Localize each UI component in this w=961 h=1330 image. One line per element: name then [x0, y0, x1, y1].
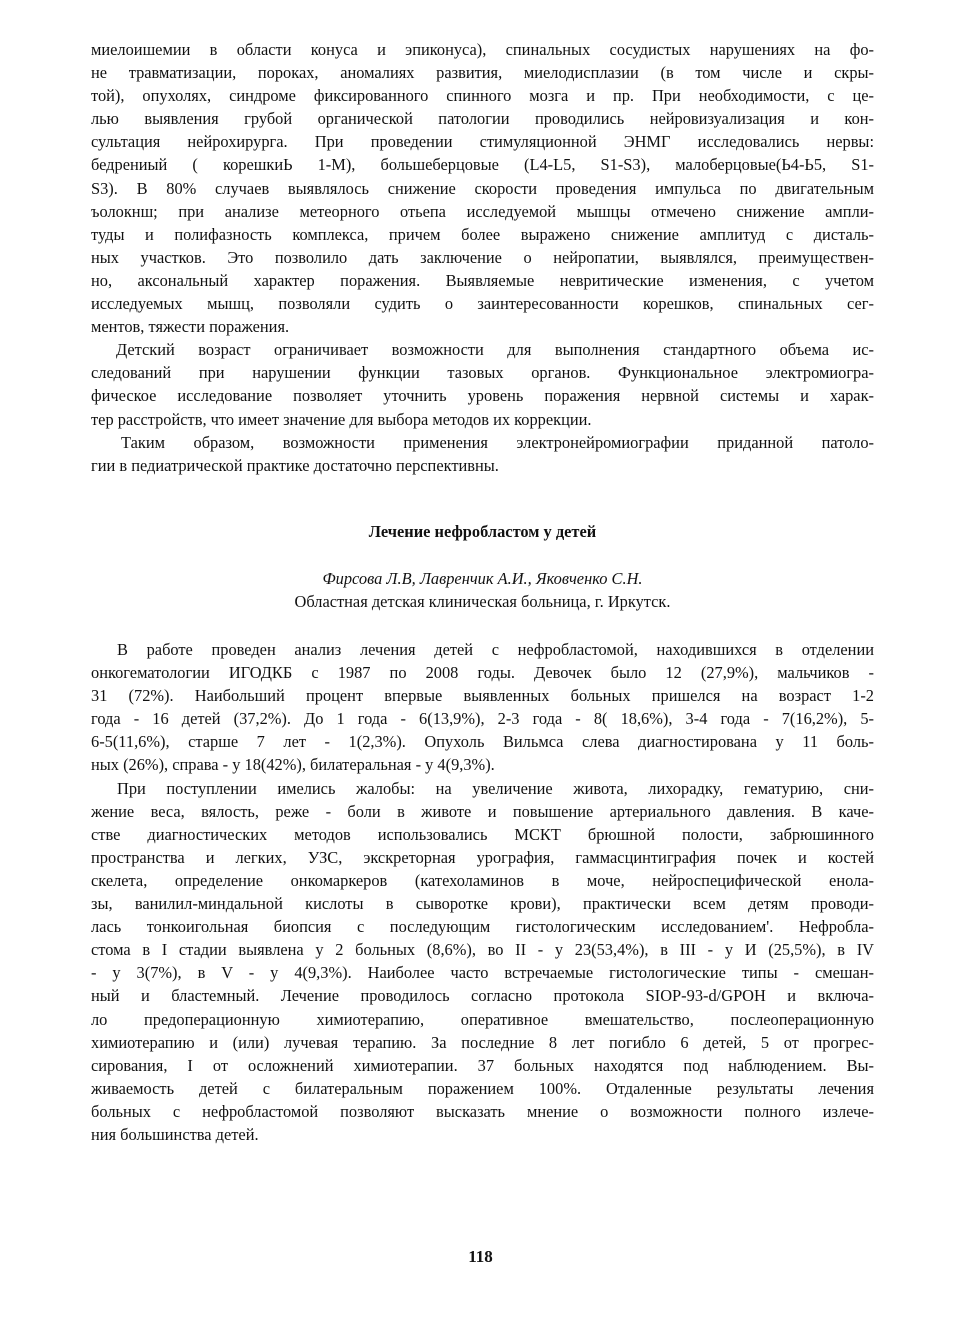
- text-line: ния большинства детей.: [91, 1124, 259, 1144]
- text-line: живаемость детей с билатеральным поражением 100%. Отдаленные результаты лечения: [91, 1078, 874, 1098]
- text-line: Таким образом, возможности применения электронейромиографии приданной патоло-: [121, 432, 874, 452]
- section-1: [91, 38, 874, 477]
- text-line: тер расстройств, что имеет значение для выбора методов их коррекции.: [91, 409, 592, 429]
- text-line: года - 16 детей (37,2%). До 1 года - 6(13,9%), 2-3 года - 8( 18,6%), 3-4 года - 7(16,2%), 5-: [91, 709, 874, 729]
- text-line: В работе проведен анализ лечения детей с нефробластомой, находившихся в отделении: [117, 640, 874, 659]
- text-line: зы, ванилил-миндальной кислоты в сыворотке крови), практически всем детям проводи-: [91, 894, 874, 914]
- text-line: лась тонкоигольная биопсия с последующим гистологическим исследованием'. Нефробла-: [91, 917, 874, 937]
- paragraph-1-cont: [91, 661, 874, 776]
- text-line: ных участков. Это позволило дать заключение о нейропатии, выявлялся, преимуществен-: [91, 247, 874, 267]
- article-title: Лечение нефробластом у детей: [368, 522, 597, 541]
- text-line: стве диагностических методов использовались МСКТ брюшной полости, забрюшинного: [91, 824, 874, 844]
- text-line: больных с нефробластомой позволяют высказать мнение о возможности полного излече-: [91, 1101, 874, 1121]
- text-line: ментов, тяжести поражения.: [91, 317, 290, 337]
- text-line: исследуемых мышц, позволяли судить о заинтересованности корешков, спинальных сег-: [91, 294, 874, 314]
- text-line: но, аксональный характер поражения. Выявляемые невритические изменения, с учетом: [91, 270, 874, 290]
- paragraph-3: [91, 431, 874, 454]
- text-line: 6-5(11,6%), старше 7 лет - 1(2,3%). Опухоль Вильмса слева диагностирована у 11 боль-: [91, 732, 874, 752]
- paragraph-2: [91, 777, 874, 800]
- text-line: Детский возраст ограничивает возможности для выполнения стандартного объема ис-: [116, 340, 874, 360]
- text-line: химиотерапию и (или) лучевая терапию. За последние 8 лет погибло 6 детей, 5 от прогрес-: [91, 1032, 874, 1052]
- page-number: 118: [468, 1247, 493, 1266]
- text-line: ный и бластемный. Лечение проводилось согласно протокола SIOP-93-d/GPOH и включа-: [91, 986, 874, 1006]
- paragraph-2-cont: [91, 361, 874, 430]
- text-line: онкогематологии ИГОДКБ с 1987 по 2008 годы. Девочек было 12 (27,9%), мальчиков -: [91, 663, 874, 683]
- text-line: той), опухолях, синдроме фиксированного спинного мозга и пр. При необходимости, с це-: [91, 86, 874, 106]
- text-line: пространства и легких, УЗС, экскреторная урография, гаммасцинтиграфия почек и костей: [91, 847, 874, 867]
- text-line: миелоишемии в области конуса и эпиконуса), спинальных сосудистых нарушениях на фо-: [91, 40, 874, 59]
- text-line: бедрениый ( корешкиЬ 1-М), большеберцовые (L4-L5, S1-S3), малоберцовые(Ь4-Ь5, S1-: [91, 155, 874, 175]
- text-line: сирования, I от осложнений химиотерапии. 37 больных находятся под наблюдением. Вы-: [91, 1055, 874, 1075]
- paragraph-1: [91, 638, 874, 661]
- text-line: ъолокнш; при анализе метеорного отьепа исследуемой мышцы отмечено снижение ампли-: [91, 201, 874, 221]
- text-line: При поступлении имелись жалобы: на увеличение живота, лихорадку, гематурию, сни-: [117, 778, 874, 798]
- paragraph-3-cont: [91, 454, 874, 477]
- text-line: скелета, определение онкомаркеров (катехоламинов в моче, нейроспецифической енола-: [91, 870, 874, 890]
- paragraph-1: [91, 38, 874, 338]
- text-line: S3). В 80% случаев выявлялось снижение скорости проведения импульса по двигательным: [91, 178, 874, 198]
- paragraph-2-cont: [91, 800, 874, 1146]
- text-line: лью выявления грубой органической патологии проводились нейровизуализация и кон-: [91, 109, 874, 129]
- text-line: не травматизации, пороках, аномалиях развития, миелодисплазии (в том числе и скры-: [91, 63, 874, 83]
- text-line: 31 (72%). Наибольший процент впервые выявленных больных пришелся на возраст 1-2: [91, 686, 874, 706]
- article-affiliation: Областная детская клиническая больница, г. Иркутск.: [294, 592, 671, 611]
- text-line: сультация нейрохирурга. При проведении стимуляционной ЭНМГ исследовались нервы:: [91, 132, 874, 152]
- text-line: туды и полифазность комплекса, причем более выражено снижение амплитуд с дисталь-: [91, 224, 874, 244]
- text-line: фическое исследование позволяет уточнить уровень поражения нервной системы и харак-: [91, 386, 874, 406]
- text-line: - у 3(7%), в V - у 4(9,3%). Наиболее часто встречаемые гистологические типы - смешан-: [91, 963, 874, 983]
- paragraph-2: [91, 338, 874, 361]
- article-authors: Фирсова Л.В, Лавренчик А.И., Яковченко С.Н.: [322, 569, 643, 588]
- text-line: гии в педиатрической практике достаточно перспективны.: [91, 455, 499, 475]
- text-line: ных (26%), справа - у 18(42%), билатеральная - у 4(9,3%).: [91, 755, 495, 775]
- text-line: ло предоперационную химиотерапию, оперативное вмешательство, послеоперационную: [91, 1009, 874, 1029]
- section-2: [91, 638, 874, 1146]
- text-line: следований при нарушении функции тазовых органов. Функциональное электромиогра-: [91, 363, 874, 383]
- text-line: стома в I стадии выявлена у 2 больных (8,6%), во II - у 23(53,4%), в III - у И (25,5%), в IV: [91, 940, 874, 960]
- text-line: жение веса, вялость, реже - боли в животе и повышение артериального давления. В каче-: [91, 801, 874, 821]
